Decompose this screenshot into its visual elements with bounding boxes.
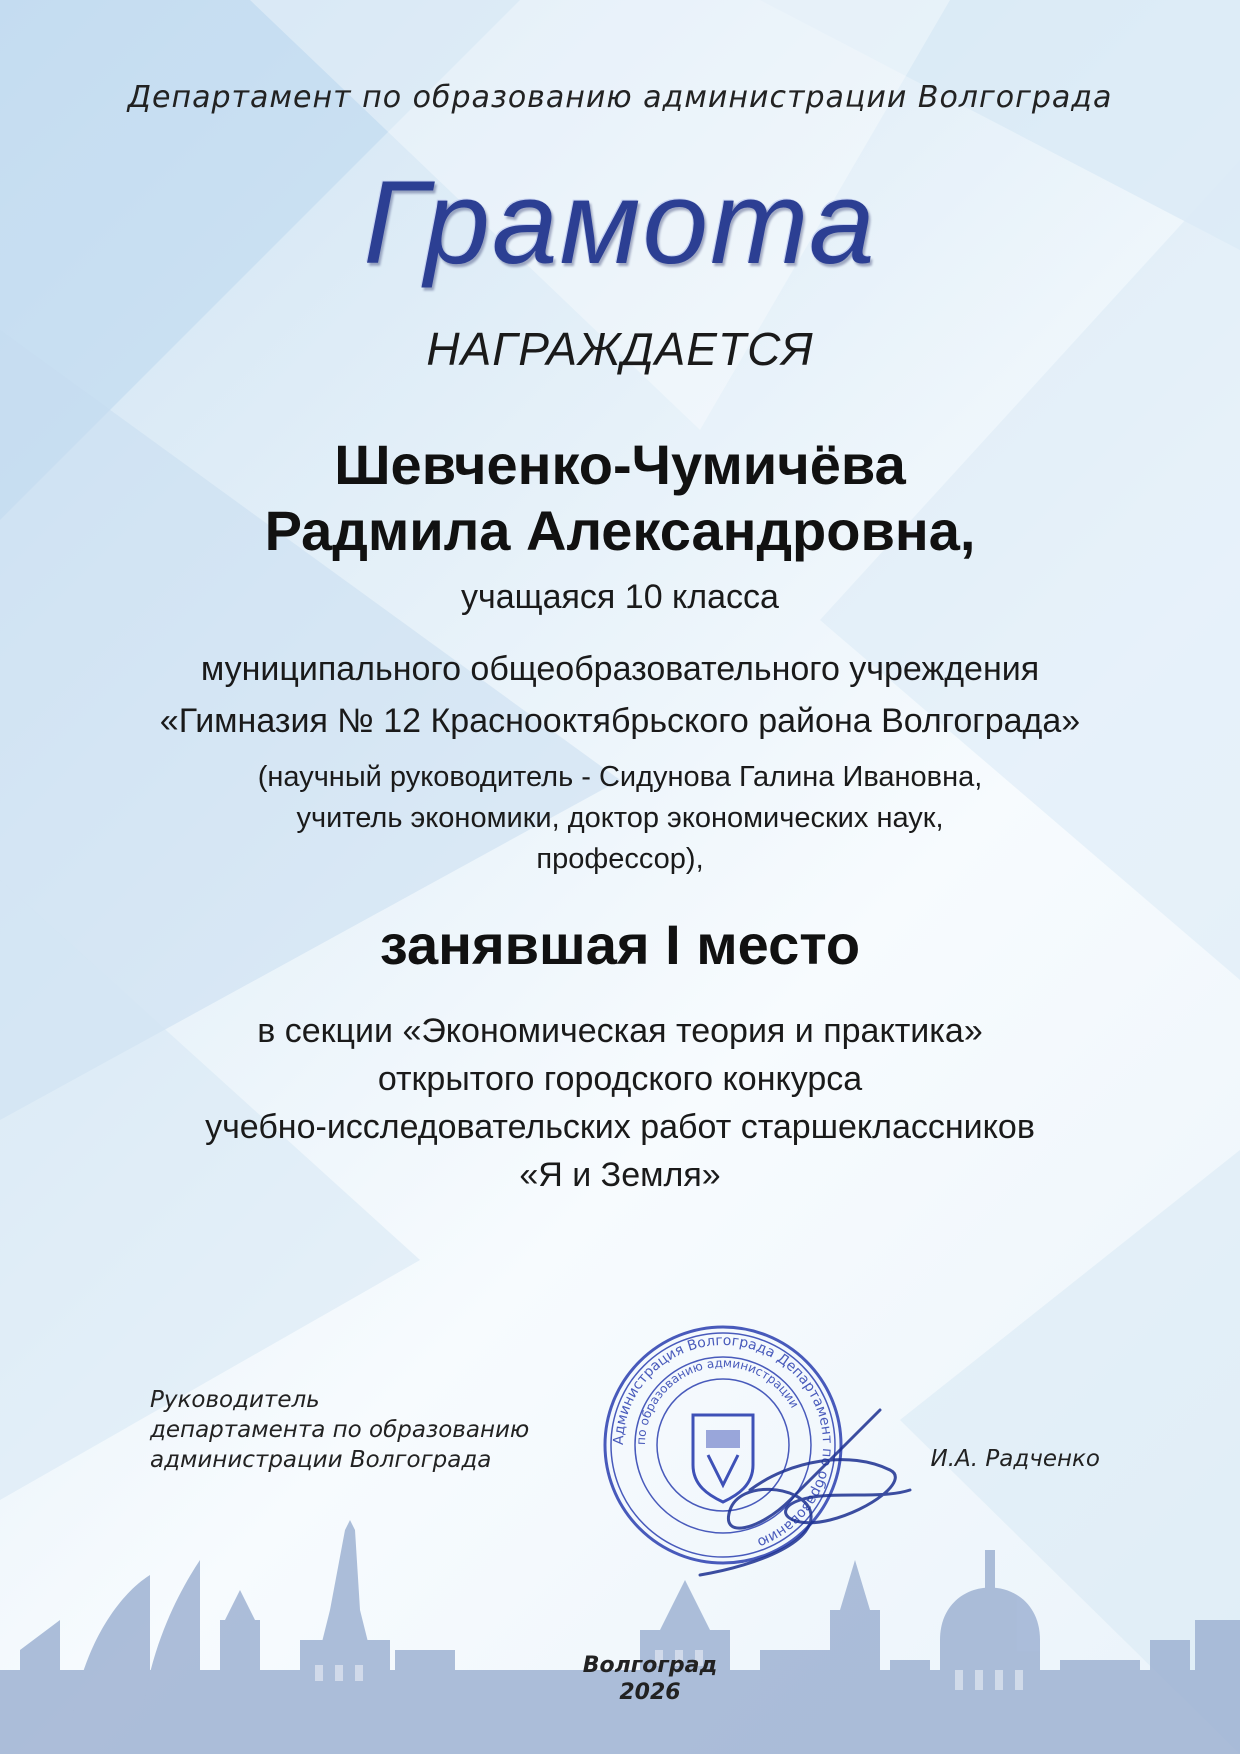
footer-city: Волгоград bbox=[582, 1653, 718, 1678]
certificate-title: Грамота bbox=[363, 157, 877, 289]
supervisor-line1: (научный руководитель - Сидунова Галина Ивановна, bbox=[257, 761, 983, 793]
place-award: занявшая I место bbox=[379, 913, 861, 976]
contest-line4: «Я и Земля» bbox=[519, 1156, 721, 1194]
awarded-heading: НАГРАЖДАЕТСЯ bbox=[426, 323, 814, 375]
recipient-name-line1: Шевченко-Чумичёва bbox=[334, 433, 906, 496]
institution-line2: «Гимназия № 12 Краснооктябрьского района Волгограда» bbox=[159, 702, 1081, 740]
contest-line2: открытого городского конкурса bbox=[377, 1060, 863, 1098]
signatory-role-line3: администрации Волгограда bbox=[150, 1447, 492, 1473]
institution bbox=[0, 643, 1240, 747]
footer-year: 2026 bbox=[619, 1680, 681, 1705]
signatory-name: И.А. Радченко bbox=[930, 1446, 1100, 1472]
contest-line3: учебно-исследовательских работ старшеклассников bbox=[205, 1108, 1035, 1146]
place-and-year bbox=[520, 1652, 780, 1706]
supervisor-line2: учитель экономики, доктор экономических наук, bbox=[296, 802, 944, 834]
supervisor-info bbox=[0, 757, 1240, 880]
recipient-name-line2: Радмила Александровна, bbox=[264, 499, 976, 562]
stamp-outer-text: Администрация Волгограда Департамент по образованию bbox=[610, 1332, 836, 1551]
contest-info bbox=[0, 1007, 1240, 1199]
signatory-role-line1: Руководитель bbox=[150, 1387, 320, 1413]
signatory-role bbox=[150, 1385, 620, 1475]
department-header: Департамент по образованию администрации Волгограда bbox=[127, 80, 1113, 115]
supervisor-line3: профессор), bbox=[536, 843, 704, 875]
handwritten-signature bbox=[640, 1390, 940, 1580]
stamp-inner-text: по образованию администрации bbox=[633, 1355, 802, 1446]
contest-line1: в секции «Экономическая теория и практика» bbox=[257, 1012, 983, 1050]
recipient-class: учащаяся 10 класса bbox=[461, 578, 779, 616]
signatory-role-line2: департамента по образованию bbox=[150, 1417, 530, 1443]
recipient-name bbox=[0, 432, 1240, 564]
institution-line1: муниципального общеобразовательного учреждения bbox=[200, 650, 1040, 688]
